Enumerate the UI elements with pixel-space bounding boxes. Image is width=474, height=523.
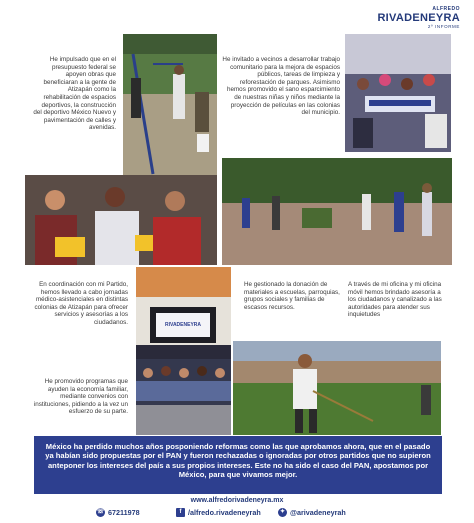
banner-propuestas: propuestas [100, 451, 142, 461]
screen-label: RIVADENEYRA [164, 322, 202, 328]
facebook-icon: f [176, 508, 185, 517]
photo-movie-event [345, 34, 451, 152]
paragraph-donations: He gestionado la donación de materiales a escuelas, parroquias, grupos sociales y familias de escasos recursos. [244, 281, 340, 311]
logo-first-name: ALFREDO [432, 6, 460, 12]
facebook-handle: /alfredo.rivadeneyrah [188, 508, 261, 517]
paragraph-family-economy: He promovido programas que ayuden la economía familiar, mediante convenios con instituciones, pidiendo a la vez un esfuerzo de su parte. [33, 378, 128, 416]
photo-audience [136, 359, 231, 435]
twitter-icon: ✦ [279, 509, 286, 515]
paragraph-community-work: He invitado a vecinos a desarrollar trabajo comunitario para la mejora de espacios públicos, tareas de limpieza y reforestación de parques. Asimismo hemos promovido el sano esparcimiento de nuestras niñas y niños mediante la proyección de películas en las colonias del municipio. [222, 56, 340, 117]
facebook-contact[interactable] [176, 508, 261, 517]
banner-text-3: por el [141, 451, 166, 461]
reforms-banner [34, 436, 442, 494]
banner-mexico: México [45, 442, 72, 451]
photo-reforestation [233, 341, 441, 435]
photo-event-screen [136, 267, 231, 359]
paragraph-medical-days: En coordinación con mi Partido, hemos llevado a cabo jornadas médico-asistenciales en distintas colonias de Atizapán para ofrecer servicios y asesorías a los ciudadanos. [34, 281, 128, 326]
logo-last-name: RIVADENEYRA [377, 12, 460, 24]
brand-logo [377, 6, 460, 30]
photo-sports-field [123, 34, 217, 176]
phone-icon: ☏ [96, 509, 105, 515]
website-link[interactable]: www.alfredorivadeneyra.mx [190, 497, 284, 504]
photo-park-cleanup [222, 158, 452, 265]
banner-text-4: y fueron rechazadas o ignoradas por otros partidos que no supieron anteponer los intereses del país a sus propios intereses. Este no ha sido el caso del PAN, apostamos por México, para que vivamos mejor. [47, 451, 431, 480]
banner-pan: PAN [165, 451, 182, 461]
paragraph-mobile-office: A través de mi oficina y mi oficina móvil hemos brindado asesoría a los ciudadanos y canalizado a las autoridades para atender sus inquietudes [348, 281, 442, 319]
paragraph-federal-budget: He impulsado que en el presupuesto federal se apoyen obras que beneficiaran a la gente de Atizapán como la rehabilitación de espacios deportivos, la construcción del deportivo México Nuevo y pavimentación de calles y avenidas. [33, 56, 116, 132]
twitter-handle: @arivadeneyrah [290, 508, 346, 517]
banner-text-2: como las que aprobamos ahora, que en el pasado ya habían sido [45, 442, 431, 461]
banner-reformas: reformas [215, 442, 248, 451]
phone-number: 67211978 [108, 508, 140, 517]
banner-text-1: ha perdido muchos años posponiendo [71, 442, 216, 451]
logo-subtitle: 2º INFORME [427, 24, 460, 29]
photo-medical-day [25, 175, 217, 265]
twitter-contact[interactable] [278, 508, 346, 517]
phone-contact[interactable] [96, 508, 140, 517]
